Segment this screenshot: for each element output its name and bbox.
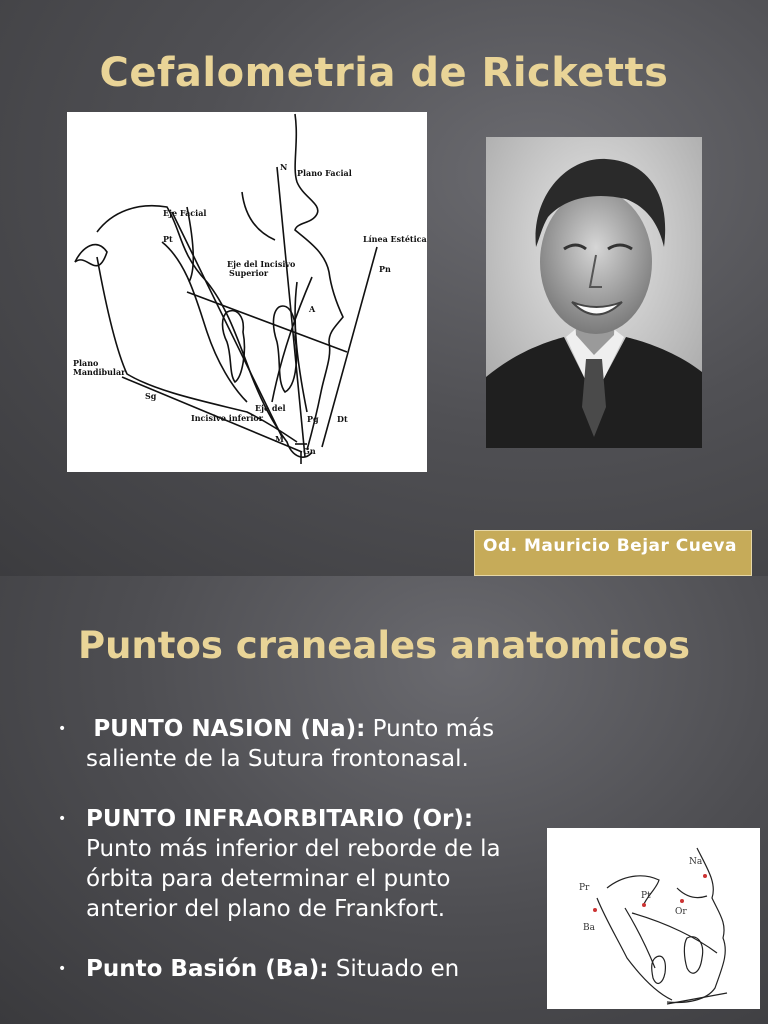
portrait-photo — [486, 137, 702, 448]
label-plano-mandibular-1: Plano — [73, 358, 99, 368]
slide-1-title: Cefalometria de Ricketts — [99, 50, 669, 96]
ricketts-cephalogram-image — [67, 112, 427, 472]
bullet-item-infraorbitario — [50, 804, 530, 924]
label-linea-estetica: Línea Estética — [363, 234, 427, 244]
label-ba: Ba — [583, 923, 595, 933]
label-pn: Pn — [379, 264, 391, 274]
label-eje-incisivo-superior-2: Superior — [229, 268, 269, 278]
label-pt: Pt — [641, 891, 651, 901]
slide-2 — [0, 576, 768, 1024]
bullet-text: Punto más saliente de la Sutura frontonasal. — [86, 716, 495, 772]
bullet-list — [50, 714, 530, 1014]
label-sg: Sg — [145, 391, 157, 401]
label-plano-mandibular-2: Mandibular — [73, 367, 126, 377]
bullet-icon: • — [58, 811, 67, 827]
bullet-text: Situado en — [335, 956, 460, 982]
label-eje-facial: Eje Facial — [163, 208, 207, 218]
label-dt: Dt — [337, 414, 348, 424]
label-plano-facial: Plano Facial — [297, 168, 352, 178]
label-pr: Pr — [579, 883, 590, 893]
label-pt: Pt — [163, 234, 173, 244]
label-gn: Gn — [303, 446, 316, 456]
label-eje-incisivo-inferior-2: Incisivo inferior — [191, 413, 263, 423]
author-name-box: Od. Mauricio Bejar Cueva — [474, 530, 752, 576]
label-m: M — [275, 434, 284, 444]
label-na: Na — [689, 857, 703, 867]
bullet-icon: • — [58, 961, 67, 977]
label-eje-incisivo-inferior-1: Eje del — [255, 403, 286, 413]
label-pg: Pg — [307, 414, 319, 424]
craneal-points-diagram-image — [547, 828, 760, 1009]
bullet-term: Punto Basión (Ba): — [86, 956, 329, 982]
bullet-item-nasion — [50, 714, 530, 774]
bullet-text: Punto más inferior del reborde de la órbita para determinar el punto anterior del plano de Frankfort. — [86, 836, 501, 922]
bullet-term: PUNTO NASION (Na): — [93, 716, 366, 742]
slide-2-title: Puntos craneales anatomicos — [77, 624, 691, 667]
label-or: Or — [675, 907, 687, 917]
label-a: A — [309, 304, 316, 314]
bullet-term: PUNTO INFRAORBITARIO (Or): — [86, 806, 474, 832]
label-n: N — [280, 162, 288, 172]
bullet-icon: • — [58, 721, 67, 737]
bullet-item-basion — [50, 954, 530, 984]
label-eje-incisivo-superior-1: Eje del Incisivo — [227, 259, 296, 269]
